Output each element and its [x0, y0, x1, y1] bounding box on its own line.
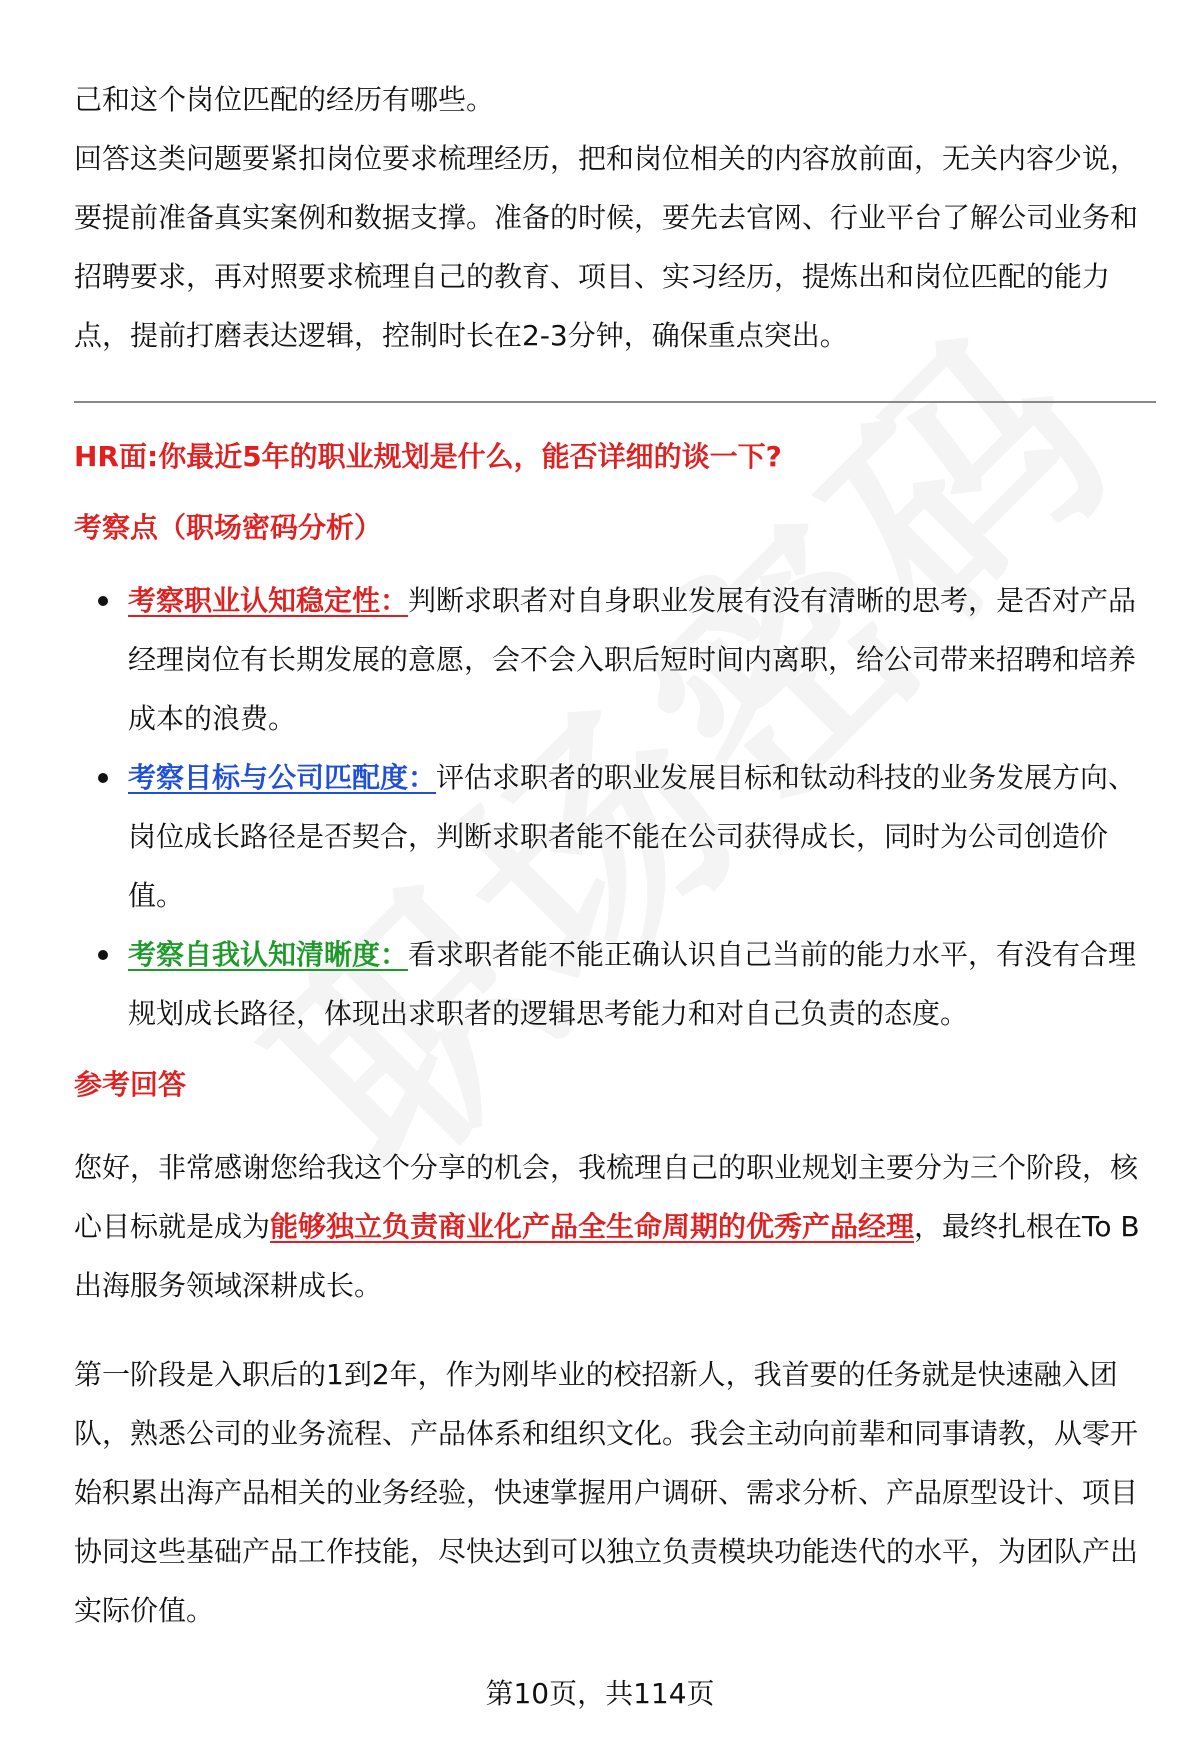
question-title: HR面:你最近5年的职业规划是什么，能否详细的谈一下?: [74, 440, 782, 473]
bullet-dot-icon: [98, 773, 108, 783]
focus-point-text: 评估求职者的职业发展目标和钛动科技的业务发展方向、岗位成长路径是否契合，判断求职者能不能在公司获得成长，同时为公司创造价值。: [128, 761, 1137, 912]
focus-point-text: 看求职者能不能正确认识自己当前的能力水平，有没有合理规划成长路径，体现出求职者的逻辑思考能力和对自己负责的态度。: [128, 938, 1137, 1030]
focus-point-keyword: 考察职业认知稳定性：: [128, 584, 409, 617]
answer-paragraph-1: [74, 1138, 1156, 1315]
focus-point-keyword: 考察自我认知清晰度：: [128, 938, 409, 971]
intro-line-end: 己和这个岗位匹配的经历有哪些。: [74, 83, 495, 116]
focus-point: [74, 571, 1156, 748]
intro-advice: 回答这类问题要紧扣岗位要求梳理经历，把和岗位相关的内容放前面，无关内容少说，要提前准备真实案例和数据支撑。准备的时候，要先去官网、行业平台了解公司业务和招聘要求，再对照要求梳理自己的教育、项目、实习经历，提炼出和岗位匹配的能力点，提前打磨表达逻辑，控制时长在2-3分钟，确保重点突出。: [74, 142, 1139, 352]
focus-point: [74, 748, 1156, 925]
answer-paragraph-2: 第一阶段是入职后的1到2年，作为刚毕业的校招新人，我首要的任务就是快速融入团队，熟悉公司的业务流程、产品体系和组织文化。我会主动向前辈和同事请教，从零开始积累出海产品相关的业务经验，快速掌握用户调研、需求分析、产品原型设计、项目协同这些基础产品工作技能，尽快达到可以独立负责模块功能迭代的水平，为团队产出实际价值。: [74, 1358, 1139, 1627]
answer-highlight: 能够独立负责商业化产品全生命周期的优秀产品经理: [270, 1210, 915, 1243]
section-divider: [74, 401, 1156, 403]
bullet-dot-icon: [98, 596, 108, 606]
answer-heading: 参考回答: [74, 1068, 187, 1101]
document-page: [74, 70, 1156, 1640]
answer-text-before: 您好，非常感谢您给我这个分享的机会，我梳理自己的职业规划主要分为三个阶段，核心目标就是成为: [74, 1151, 1139, 1243]
focus-point: [74, 925, 1156, 1043]
bullet-dot-icon: [98, 950, 108, 960]
focus-heading: 考察点（职场密码分析）: [74, 511, 383, 544]
answer-text-after: ，最终扎根在To B出海服务领域深耕成长。: [74, 1210, 1140, 1302]
focus-point-keyword: 考察目标与公司匹配度：: [128, 761, 437, 794]
focus-point-text: 判断求职者对自身职业发展有没有清晰的思考，是否对产品经理岗位有长期发展的意愿，会不会入职后短时间内离职，给公司带来招聘和培养成本的浪费。: [128, 584, 1137, 735]
focus-points-list: [74, 571, 1156, 1043]
page-number: 第10页，共114页: [485, 1677, 715, 1710]
